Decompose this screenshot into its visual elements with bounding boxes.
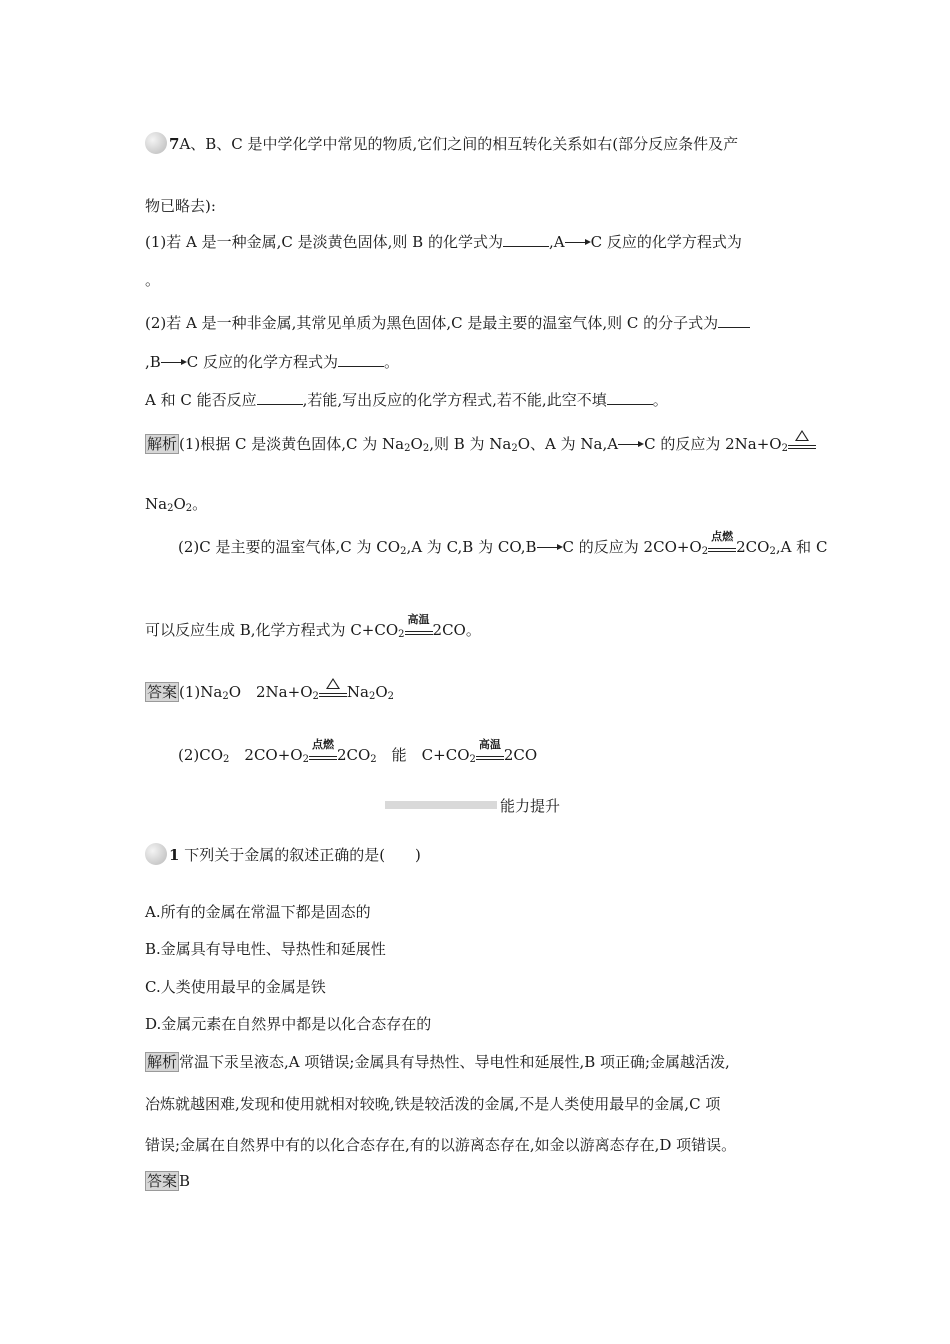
reaction-arrow-icon [565,238,591,248]
answer-tag: 答案 [147,683,178,701]
q7-part1: (1)若 A 是一种金属,C 是淡黄色固体,则 B 的化学式为 ,A C 反应的化学方程式为 [145,233,742,251]
reaction-arrow-icon [537,543,563,553]
q7-part3: A 和 C 能否反应 ,若能,写出反应的化学方程式,若不能,此空不填 。 [145,391,668,409]
high-temp-condition: 高温 [405,630,433,635]
question-marker-icon [145,132,167,154]
q7-part2: (2)若 A 是一种非金属,其常见单质为黑色固体,C 是最主要的温室气体,则 C 的分子式为 [145,313,750,333]
q1-option-d[interactable]: D.金属元素在自然界中都是以化合态存在的 [145,1015,432,1033]
heat-triangle-icon [795,430,809,441]
ignite-condition: 点燃 [708,547,736,552]
answer-blank[interactable] [503,232,549,247]
answer-blank[interactable] [257,390,303,405]
section-title: 能力提升 [500,797,561,815]
q7-analysis-line1: 解析 (1)根据 C 是淡黄色固体,C 为 $Na_2O_2$,则 B 为 $Na_2O$、A 为 Na,A C 的反应为 $2Na+O_2$ [145,434,816,454]
q1-stem: 1 下列关于金属的叙述正确的是( ) [145,845,421,867]
heating-condition [319,692,347,697]
question-marker-icon [145,843,167,865]
answer-tag: 答案 [147,1172,178,1190]
q1-answer: 答案 B [147,1172,191,1190]
q7-stem-line2: 物已略去): [145,197,216,215]
q1-analysis-line3: 错误;金属在自然界中有的以化合态存在,有的以游离态存在,如金以游离态存在,D 项错误。 [145,1136,737,1154]
q1-analysis-line2: 冶炼就越困难,发现和使用就相对较晚,铁是较活泼的金属,不是人类使用最早的金属,C 项 [145,1095,721,1113]
question-number: 1 [169,846,180,864]
q7-stem-line1: 7A、B、C 是中学化学中常见的物质,它们之间的相互转化关系如右(部分反应条件及产 [145,134,738,156]
answer-blank[interactable] [718,313,750,328]
q7-analysis-line3: 可以反应生成 B,化学方程式为 $C+CO_2$ 高温 2CO。 [145,613,481,640]
q7-analysis-line2: (2)C 是主要的温室气体,C 为 $CO_2,A$ 为 C,B 为 CO,B C 的反应为 $2CO+O_2$ 点燃 $2CO_2,A$ 和 C [178,530,828,557]
q1-analysis-line1: 解析 常温下汞呈液态,A 项错误;金属具有导热性、导电性和延展性,B 项正确;金属越活泼, [147,1053,730,1071]
answer-blank[interactable] [607,390,653,405]
reaction-arrow-icon [161,358,187,368]
q1-option-c[interactable]: C.人类使用最早的金属是铁 [145,978,326,996]
q7-part1-end: 。 [145,271,161,289]
q7-answer-line2: $(2)CO_2$ $2CO+O_2$ 点燃 $2CO_2$ 能 $C+CO_2$ 高温 2CO [178,738,538,765]
reaction-arrow-icon [618,440,644,450]
analysis-tag: 解析 [147,1053,178,1071]
high-temp-condition: 高温 [476,755,504,760]
heating-condition [788,444,816,449]
ignite-condition: 点燃 [309,755,337,760]
answer-blank[interactable] [338,352,384,367]
section-divider-bar [385,801,497,809]
q1-option-a[interactable]: A.所有的金属在常温下都是固态的 [145,903,371,921]
heat-triangle-icon [326,678,340,689]
q1-option-b[interactable]: B.金属具有导电性、导热性和延展性 [145,940,386,958]
q7-answer-line1: 答案 $(1)Na_2O$ $2Na+O_2$ $Na_2O_2$ [145,682,394,702]
question-number: 7 [169,135,180,153]
q7-part2-cont: ,B C 反应的化学方程式为 。 [145,353,400,371]
analysis-tag: 解析 [147,435,178,453]
q7-analysis-line1-cont: $Na_2O_2$。 [145,495,208,514]
